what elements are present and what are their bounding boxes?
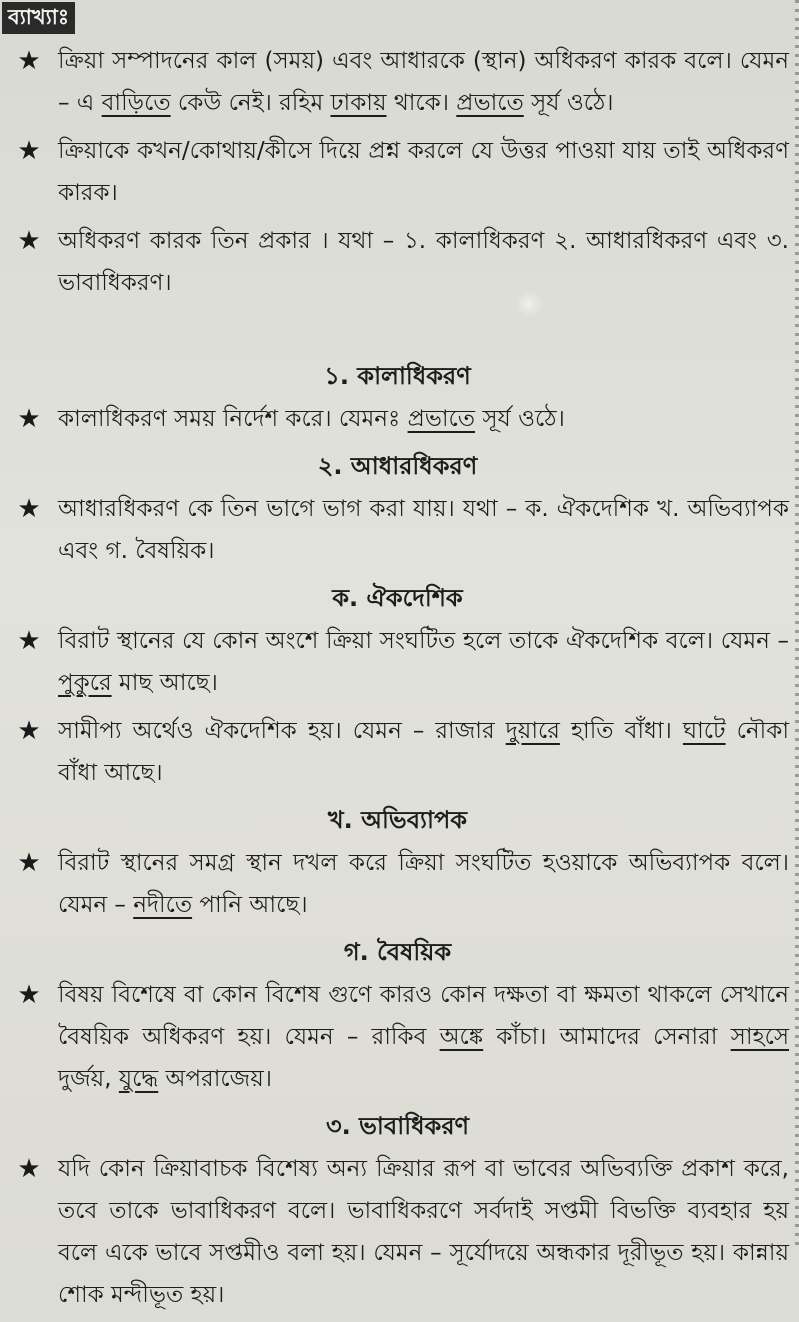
- bullet-item: [0, 1148, 795, 1316]
- bullet-item: [0, 842, 795, 926]
- text-run: দুর্জয়,: [58, 1066, 119, 1092]
- underlined-example-word: ঢাকায়: [330, 90, 387, 116]
- text-run: ক্রিয়া সম্পাদনের কাল (সময়) এবং আধারকে (স্থান) অধিকরণ কারক বলে। যেমন – এ: [58, 48, 789, 116]
- text-run: সূর্য ওঠে।: [523, 90, 614, 116]
- underlined-example-word: সাহসে: [730, 1024, 790, 1050]
- underlined-example-word: বাড়িতে: [101, 90, 171, 116]
- text-run: আধারধিকরণ কে তিন ভাগে ভাগ করা যায়। যথা – ক. ঐকদেশিক খ. অভিব্যাপক এবং গ. বৈষয়িক।: [58, 496, 789, 564]
- section-heading: ক. ঐকদেশিক: [332, 584, 463, 612]
- text-run: অধিকরণ কারক তিন প্রকার । যথা – ১. কালাধিকরণ ২. আধারধিকরণ এবং ৩. ভাবাধিকরণ।: [58, 228, 789, 296]
- text-run: বিরাট স্থানের যে কোন অংশে ক্রিয়া সংঘটিত হলে তাকে ঐকদেশিক বলে। যেমন –: [58, 628, 789, 654]
- text-run: যদি কোন ক্রিয়াবাচক বিশেষ্য অন্য ক্রিয়ার রূপ বা ভাবের অভিব্যক্তি প্রকাশ করে, তবে তাকে ভাবাধিকরণ বলে। ভাবাধিকরণে সর্বদাই সপ্তমী বিভক্তি ব্যবহার হয় বলে একে ভাবে সপ্তমীও বলা হয়। যেমন – সূর্যোদয়ে অন্ধকার দূরীভূত হয়। কান্নায় শোক মন্দীভূত হয়।: [58, 1156, 789, 1308]
- bullet-text: [58, 710, 795, 794]
- section-heading: গ. বৈষয়িক: [343, 938, 452, 966]
- text-run: মাছ আছে।: [111, 670, 218, 696]
- star-icon: ★: [17, 1154, 41, 1184]
- text-run: ক্রিয়াকে কখন/কোথায়/কীসে দিয়ে প্রশ্ন করলে যে উত্তর পাওয়া যায় তাই অধিকরণ কারক।: [58, 138, 789, 206]
- star-icon: ★: [17, 404, 41, 434]
- text-run: সামীপ্য অর্থেও ঐকদেশিক হয়। যেমন – রাজার: [58, 718, 506, 744]
- star-icon: ★: [17, 46, 41, 76]
- bullet-text: [58, 620, 795, 704]
- star-icon: ★: [17, 494, 41, 524]
- text-run: অপরাজেয়।: [158, 1066, 272, 1092]
- text-run: সূর্য ওঠে।: [475, 406, 565, 432]
- text-run: নৌকা বাঁধা আছে।: [58, 718, 789, 786]
- bullet-text: [58, 488, 795, 572]
- bullet-item: [0, 220, 795, 304]
- underlined-example-word: ঘাটে: [682, 718, 726, 744]
- text-run: বিষয় বিশেষে বা কোন বিশেষ গুণে কারও কোন দক্ষতা বা ক্ষমতা থাকলে সেখানে বৈষয়িক অধিকরণ হয়। যেমন – রাকিব: [58, 982, 789, 1050]
- section-heading: খ. অভিব্যাপক: [327, 806, 468, 834]
- text-run: হাতি বাঁধা।: [559, 718, 683, 744]
- star-icon: ★: [17, 626, 41, 656]
- bullet-item: [0, 710, 795, 794]
- bullet-text: [58, 842, 795, 926]
- star-icon: ★: [17, 716, 41, 746]
- bullet-item: [0, 488, 795, 572]
- explanation-content: [0, 40, 795, 1322]
- bullet-text: [58, 220, 795, 304]
- explanation-badge: ব্যাখ্যাঃ: [2, 2, 75, 34]
- bullet-text: [58, 130, 795, 214]
- underlined-example-word: যুদ্ধে: [118, 1066, 159, 1092]
- bullet-text: [58, 398, 795, 440]
- underlined-example-word: পুকুরে: [58, 670, 112, 696]
- underlined-example-word: প্রভাতে: [407, 406, 476, 432]
- bullet-item: [0, 40, 795, 124]
- bullet-item: [0, 130, 795, 214]
- text-run: কেউ নেই। রহিম: [170, 90, 331, 116]
- bullet-item: [0, 974, 795, 1100]
- underlined-example-word: প্রভাতে: [456, 90, 524, 116]
- page-edge: [795, 0, 799, 1250]
- text-run: বিরাট স্থানের সমগ্র স্থান দখল করে ক্রিয়া সংঘটিত হওয়াকে অভিব্যাপক বলে। যেমন –: [58, 850, 789, 918]
- star-icon: ★: [17, 136, 41, 166]
- text-run: কালাধিকরণ সময় নির্দেশ করে। যেমনঃ: [58, 406, 408, 432]
- section-heading: ২. আধারধিকরণ: [317, 452, 478, 480]
- text-run: পানি আছে।: [192, 892, 308, 918]
- star-icon: ★: [17, 226, 41, 256]
- bullet-item: [0, 620, 795, 704]
- bullet-text: [58, 974, 795, 1100]
- text-run: থাকে।: [386, 90, 457, 116]
- underlined-example-word: অঙ্কে: [439, 1024, 484, 1050]
- bullet-item: [0, 398, 795, 440]
- text-run: কাঁচা। আমাদের সেনারা: [483, 1024, 731, 1050]
- bullet-text: [58, 1148, 795, 1316]
- underlined-example-word: নদীতে: [133, 892, 193, 918]
- bullet-text: [58, 40, 795, 124]
- star-icon: ★: [17, 980, 41, 1010]
- section-heading: ১. কালাধিকরণ: [324, 362, 471, 390]
- underlined-example-word: দুয়ারে: [505, 718, 560, 744]
- star-icon: ★: [17, 848, 41, 878]
- section-heading: ৩. ভাবাধিকরণ: [325, 1112, 470, 1140]
